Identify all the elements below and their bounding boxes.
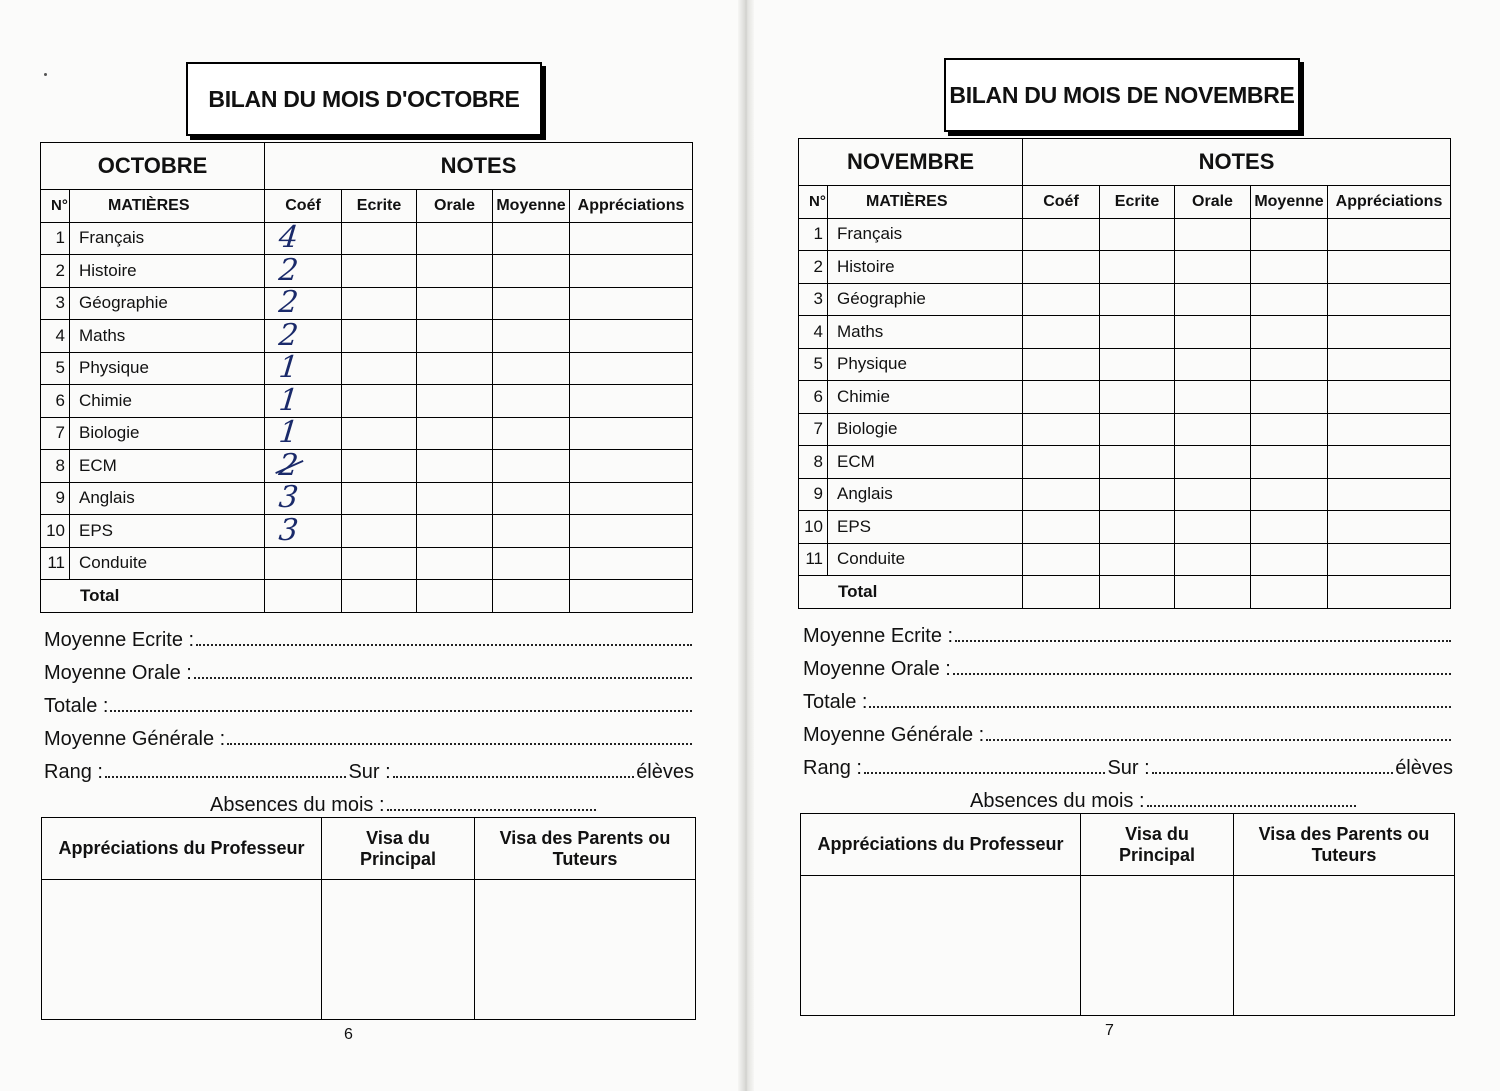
appreciation-cell[interactable]	[570, 450, 693, 483]
subject-name: Biologie	[828, 413, 1023, 446]
written-grade-cell[interactable]	[342, 385, 417, 418]
row-number: 1	[799, 218, 828, 251]
subject-row	[799, 316, 1451, 349]
subject-row	[799, 413, 1451, 446]
average-cell[interactable]	[493, 320, 570, 353]
oral-grade-cell[interactable]	[1175, 316, 1251, 349]
average-cell[interactable]	[1251, 251, 1328, 284]
coef-cell[interactable]	[265, 317, 342, 353]
average-cell[interactable]	[1251, 381, 1328, 414]
appreciation-cell[interactable]	[570, 287, 693, 320]
subject-row	[41, 385, 693, 418]
row-number: 7	[41, 417, 70, 450]
written-grade-cell[interactable]	[342, 450, 417, 483]
coef-cell[interactable]	[265, 482, 342, 515]
average-cell[interactable]	[1251, 283, 1328, 316]
out-of-label: Sur :	[1107, 757, 1150, 779]
number-header: N°	[799, 186, 828, 219]
coef-cell[interactable]	[265, 222, 342, 255]
speck	[44, 73, 47, 76]
total-label: Total	[799, 576, 1023, 609]
coef-cell[interactable]	[265, 382, 342, 418]
subject-name: Chimie	[70, 385, 265, 418]
out-of-label: Sur :	[348, 761, 391, 783]
subject-row	[799, 446, 1451, 479]
oral-grade-cell[interactable]	[417, 547, 493, 580]
appreciation-cell[interactable]	[1328, 511, 1451, 544]
coef-cell[interactable]	[1023, 251, 1100, 284]
handwritten-coef: 2	[277, 252, 301, 288]
handwritten-coef: 2	[277, 447, 301, 483]
written-grade-cell[interactable]	[342, 515, 417, 548]
oral-header: Orale	[417, 190, 493, 223]
row-number: 10	[799, 511, 828, 544]
oral-grade-cell[interactable]	[1175, 478, 1251, 511]
average-cell[interactable]	[1251, 316, 1328, 349]
general-average-line	[44, 728, 694, 751]
row-number: 6	[799, 381, 828, 414]
appreciation-cell[interactable]	[570, 352, 693, 385]
average-cell[interactable]	[493, 255, 570, 288]
teacher-comments-header: Appréciations du Professeur	[801, 814, 1081, 876]
appreciation-cell[interactable]	[1328, 218, 1451, 251]
rank-label: Rang :	[44, 761, 103, 783]
page-number-left: 6	[344, 1026, 353, 1043]
row-number: 4	[41, 320, 70, 353]
oral-average-label: Moyenne Orale :	[803, 658, 951, 680]
binding-gutter	[738, 0, 754, 1091]
handwritten-coef: 3	[277, 480, 301, 516]
oral-grade-cell[interactable]	[417, 450, 493, 483]
oral-grade-cell[interactable]	[1175, 381, 1251, 414]
oral-grade-cell[interactable]	[417, 222, 493, 255]
written-grade-cell[interactable]	[342, 547, 417, 580]
coef-cell[interactable]	[265, 287, 342, 320]
subject-name: Physique	[70, 352, 265, 385]
november-signatures-table	[800, 813, 1455, 1016]
oral-grade-cell[interactable]	[1175, 543, 1251, 576]
total-cell	[1328, 576, 1451, 609]
written-grade-cell[interactable]	[342, 352, 417, 385]
written-grade-cell[interactable]	[342, 255, 417, 288]
row-number: 3	[799, 283, 828, 316]
oral-average-line	[803, 658, 1453, 681]
appreciation-cell[interactable]	[1328, 381, 1451, 414]
appreciation-cell[interactable]	[570, 320, 693, 353]
subject-row	[41, 222, 693, 255]
handwritten-coef: 1	[277, 415, 301, 451]
written-grade-cell[interactable]	[1100, 251, 1175, 284]
general-average-label: Moyenne Générale :	[44, 728, 226, 750]
parents-visa-header: Visa des Parents ou Tuteurs	[475, 818, 696, 880]
average-cell[interactable]	[1251, 511, 1328, 544]
appreciation-cell[interactable]	[1328, 251, 1451, 284]
subject-name: Anglais	[70, 482, 265, 515]
coef-header: Coéf	[1023, 186, 1100, 219]
total-cell	[342, 580, 417, 613]
average-cell[interactable]	[1251, 348, 1328, 381]
appreciation-cell[interactable]	[570, 255, 693, 288]
total-cell	[1100, 576, 1175, 609]
oral-grade-cell[interactable]	[417, 385, 493, 418]
subject-row	[41, 482, 693, 515]
subject-row	[41, 417, 693, 450]
written-grade-cell[interactable]	[1100, 511, 1175, 544]
written-grade-cell[interactable]	[1100, 381, 1175, 414]
subjects-header: MATIÈRES	[828, 186, 1023, 219]
coef-cell[interactable]	[1023, 543, 1100, 576]
appreciation-cell[interactable]	[570, 385, 693, 418]
written-grade-cell[interactable]	[342, 287, 417, 320]
written-grade-cell[interactable]	[1100, 446, 1175, 479]
appreciation-cell[interactable]	[1328, 348, 1451, 381]
total-cell	[1175, 576, 1251, 609]
average-cell[interactable]	[493, 482, 570, 515]
subject-row	[799, 543, 1451, 576]
month-header: NOVEMBRE	[799, 139, 1023, 186]
notes-header: NOTES	[265, 143, 693, 190]
written-grade-cell[interactable]	[1100, 543, 1175, 576]
subject-name: Chimie	[828, 381, 1023, 414]
oral-grade-cell[interactable]	[1175, 348, 1251, 381]
subject-row	[799, 511, 1451, 544]
total-line	[44, 695, 694, 718]
october-grades-table	[40, 142, 693, 613]
subject-row	[41, 450, 693, 483]
subject-name: Histoire	[828, 251, 1023, 284]
total-sum-label: Totale :	[803, 691, 868, 713]
oral-average-label: Moyenne Orale :	[44, 662, 192, 684]
subject-name: Géographie	[70, 287, 265, 320]
average-cell[interactable]	[493, 417, 570, 450]
notes-header: NOTES	[1023, 139, 1451, 186]
total-cell	[417, 580, 493, 613]
written-grade-cell[interactable]	[342, 417, 417, 450]
row-number: 9	[799, 478, 828, 511]
coef-cell[interactable]	[1023, 511, 1100, 544]
teacher-comments-field[interactable]	[801, 876, 1081, 1016]
subject-name: EPS	[70, 515, 265, 548]
average-cell[interactable]	[493, 450, 570, 483]
average-header: Moyenne	[493, 190, 570, 223]
average-cell[interactable]	[1251, 478, 1328, 511]
handwritten-coef: 1	[277, 350, 301, 386]
principal-visa-field[interactable]	[1081, 876, 1234, 1016]
subject-name: Conduite	[70, 547, 265, 580]
month-header: OCTOBRE	[41, 143, 265, 190]
november-title: BILAN DU MOIS DE NOVEMBRE	[944, 58, 1300, 132]
subject-name: Maths	[828, 316, 1023, 349]
oral-grade-cell[interactable]	[417, 482, 493, 515]
total-cell	[1251, 576, 1328, 609]
oral-grade-cell[interactable]	[417, 287, 493, 320]
rank-line	[44, 761, 694, 784]
subject-name: Conduite	[828, 543, 1023, 576]
appreciation-cell[interactable]	[1328, 543, 1451, 576]
november-grades-table	[798, 138, 1451, 609]
row-number: 9	[41, 482, 70, 515]
row-number: 6	[41, 385, 70, 418]
number-header: N°	[41, 190, 70, 223]
row-number: 7	[799, 413, 828, 446]
total-sum-label: Totale :	[44, 695, 109, 717]
subject-name: Français	[70, 222, 265, 255]
subject-row	[41, 515, 693, 548]
total-cell	[570, 580, 693, 613]
total-cell	[1023, 576, 1100, 609]
parents-visa-header: Visa des Parents ou Tuteurs	[1234, 814, 1455, 876]
coef-cell[interactable]	[1023, 413, 1100, 446]
appreciation-cell[interactable]	[1328, 413, 1451, 446]
oral-grade-cell[interactable]	[417, 352, 493, 385]
oral-grade-cell[interactable]	[1175, 218, 1251, 251]
subject-name: Biologie	[70, 417, 265, 450]
subject-row	[799, 218, 1451, 251]
oral-grade-cell[interactable]	[1175, 413, 1251, 446]
written-average-label: Moyenne Ecrite :	[44, 629, 195, 651]
subject-name: EPS	[828, 511, 1023, 544]
row-number: 10	[41, 515, 70, 548]
oral-average-line	[44, 662, 694, 685]
written-grade-cell[interactable]	[1100, 218, 1175, 251]
coef-cell[interactable]	[1023, 348, 1100, 381]
row-number: 5	[41, 352, 70, 385]
teacher-comments-header: Appréciations du Professeur	[42, 818, 322, 880]
handwritten-coef: 1	[277, 382, 301, 418]
principal-visa-header: Visa du Principal	[1081, 814, 1234, 876]
coef-cell[interactable]	[1023, 446, 1100, 479]
subject-row	[799, 478, 1451, 511]
average-cell[interactable]	[1251, 218, 1328, 251]
written-header: Ecrite	[342, 190, 417, 223]
written-average-line	[803, 625, 1453, 648]
row-number: 4	[799, 316, 828, 349]
subject-row	[41, 255, 693, 288]
absences-label: Absences du mois :	[970, 790, 1145, 812]
oral-grade-cell[interactable]	[1175, 251, 1251, 284]
subject-name: Histoire	[70, 255, 265, 288]
oral-grade-cell[interactable]	[417, 417, 493, 450]
average-cell[interactable]	[493, 287, 570, 320]
coef-cell[interactable]	[1023, 218, 1100, 251]
subject-row	[799, 283, 1451, 316]
oral-grade-cell[interactable]	[1175, 511, 1251, 544]
written-average-line	[44, 629, 694, 652]
subject-row	[799, 251, 1451, 284]
parents-visa-field[interactable]	[475, 880, 696, 1020]
appreciation-cell[interactable]	[1328, 478, 1451, 511]
students-label: élèves	[1395, 757, 1453, 779]
written-grade-cell[interactable]	[342, 482, 417, 515]
appreciation-cell[interactable]	[570, 547, 693, 580]
written-grade-cell[interactable]	[1100, 316, 1175, 349]
coef-cell[interactable]	[265, 417, 342, 450]
total-cell	[265, 580, 342, 613]
handwritten-coef: 2	[277, 317, 301, 353]
parents-visa-field[interactable]	[1234, 876, 1455, 1016]
coef-cell[interactable]	[265, 352, 342, 385]
row-number: 2	[41, 255, 70, 288]
row-number: 11	[799, 543, 828, 576]
subject-name: ECM	[828, 446, 1023, 479]
coef-cell[interactable]	[1023, 283, 1100, 316]
total-label: Total	[41, 580, 265, 613]
average-cell[interactable]	[493, 385, 570, 418]
general-average-label: Moyenne Générale :	[803, 724, 985, 746]
total-line	[803, 691, 1453, 714]
subject-name: Physique	[828, 348, 1023, 381]
written-grade-cell[interactable]	[1100, 348, 1175, 381]
subject-name: Anglais	[828, 478, 1023, 511]
coef-cell[interactable]	[265, 447, 342, 483]
appreciations-header: Appréciations	[1328, 186, 1451, 219]
subject-row	[799, 381, 1451, 414]
rank-line	[803, 757, 1453, 780]
appreciation-cell[interactable]	[570, 482, 693, 515]
coef-cell[interactable]	[265, 512, 342, 548]
handwritten-coef: 4	[277, 220, 301, 256]
total-cell	[493, 580, 570, 613]
october-title: BILAN DU MOIS D'OCTOBRE	[186, 62, 542, 136]
oral-grade-cell[interactable]	[417, 255, 493, 288]
average-cell[interactable]	[493, 352, 570, 385]
subject-row	[41, 287, 693, 320]
subjects-header: MATIÈRES	[70, 190, 265, 223]
page-number-right: 7	[1105, 1022, 1114, 1039]
principal-visa-field[interactable]	[322, 880, 475, 1020]
appreciation-cell[interactable]	[1328, 446, 1451, 479]
written-header: Ecrite	[1100, 186, 1175, 219]
oral-grade-cell[interactable]	[1175, 283, 1251, 316]
october-signatures-table	[41, 817, 696, 1020]
average-cell[interactable]	[1251, 446, 1328, 479]
average-cell[interactable]	[493, 547, 570, 580]
teacher-comments-field[interactable]	[42, 880, 322, 1020]
coef-header: Coéf	[265, 190, 342, 223]
average-cell[interactable]	[1251, 543, 1328, 576]
oral-header: Orale	[1175, 186, 1251, 219]
subject-row	[799, 348, 1451, 381]
subject-name: ECM	[70, 450, 265, 483]
oral-grade-cell[interactable]	[417, 515, 493, 548]
average-cell[interactable]	[493, 515, 570, 548]
subject-name: Maths	[70, 320, 265, 353]
handwritten-coef: 2	[277, 285, 301, 321]
subject-name: Géographie	[828, 283, 1023, 316]
row-number: 8	[799, 446, 828, 479]
absences-line	[210, 794, 598, 817]
coef-cell[interactable]	[1023, 316, 1100, 349]
coef-cell[interactable]	[265, 547, 342, 580]
oral-grade-cell[interactable]	[1175, 446, 1251, 479]
row-number: 1	[41, 222, 70, 255]
rank-label: Rang :	[803, 757, 862, 779]
written-grade-cell[interactable]	[1100, 478, 1175, 511]
handwritten-coef: 3	[277, 512, 301, 548]
subject-row	[41, 320, 693, 353]
absences-line	[970, 790, 1358, 813]
coef-cell[interactable]	[1023, 478, 1100, 511]
written-grade-cell[interactable]	[1100, 413, 1175, 446]
general-average-line	[803, 724, 1453, 747]
written-average-label: Moyenne Ecrite :	[803, 625, 954, 647]
appreciation-cell[interactable]	[570, 515, 693, 548]
appreciation-cell[interactable]	[1328, 283, 1451, 316]
appreciation-cell[interactable]	[570, 222, 693, 255]
written-grade-cell[interactable]	[342, 222, 417, 255]
coef-cell[interactable]	[1023, 381, 1100, 414]
oral-grade-cell[interactable]	[417, 320, 493, 353]
average-cell[interactable]	[493, 222, 570, 255]
students-label: élèves	[636, 761, 694, 783]
average-header: Moyenne	[1251, 186, 1328, 219]
appreciation-cell[interactable]	[1328, 316, 1451, 349]
subject-row	[41, 352, 693, 385]
written-grade-cell[interactable]	[1100, 283, 1175, 316]
subject-row	[41, 547, 693, 580]
average-cell[interactable]	[1251, 413, 1328, 446]
row-number: 11	[41, 547, 70, 580]
row-number: 5	[799, 348, 828, 381]
appreciations-header: Appréciations	[570, 190, 693, 223]
absences-label: Absences du mois :	[210, 794, 385, 816]
subject-name: Français	[828, 218, 1023, 251]
appreciation-cell[interactable]	[570, 417, 693, 450]
coef-cell[interactable]	[265, 252, 342, 288]
written-grade-cell[interactable]	[342, 320, 417, 353]
row-number: 8	[41, 450, 70, 483]
row-number: 2	[799, 251, 828, 284]
row-number: 3	[41, 287, 70, 320]
principal-visa-header: Visa du Principal	[322, 818, 475, 880]
